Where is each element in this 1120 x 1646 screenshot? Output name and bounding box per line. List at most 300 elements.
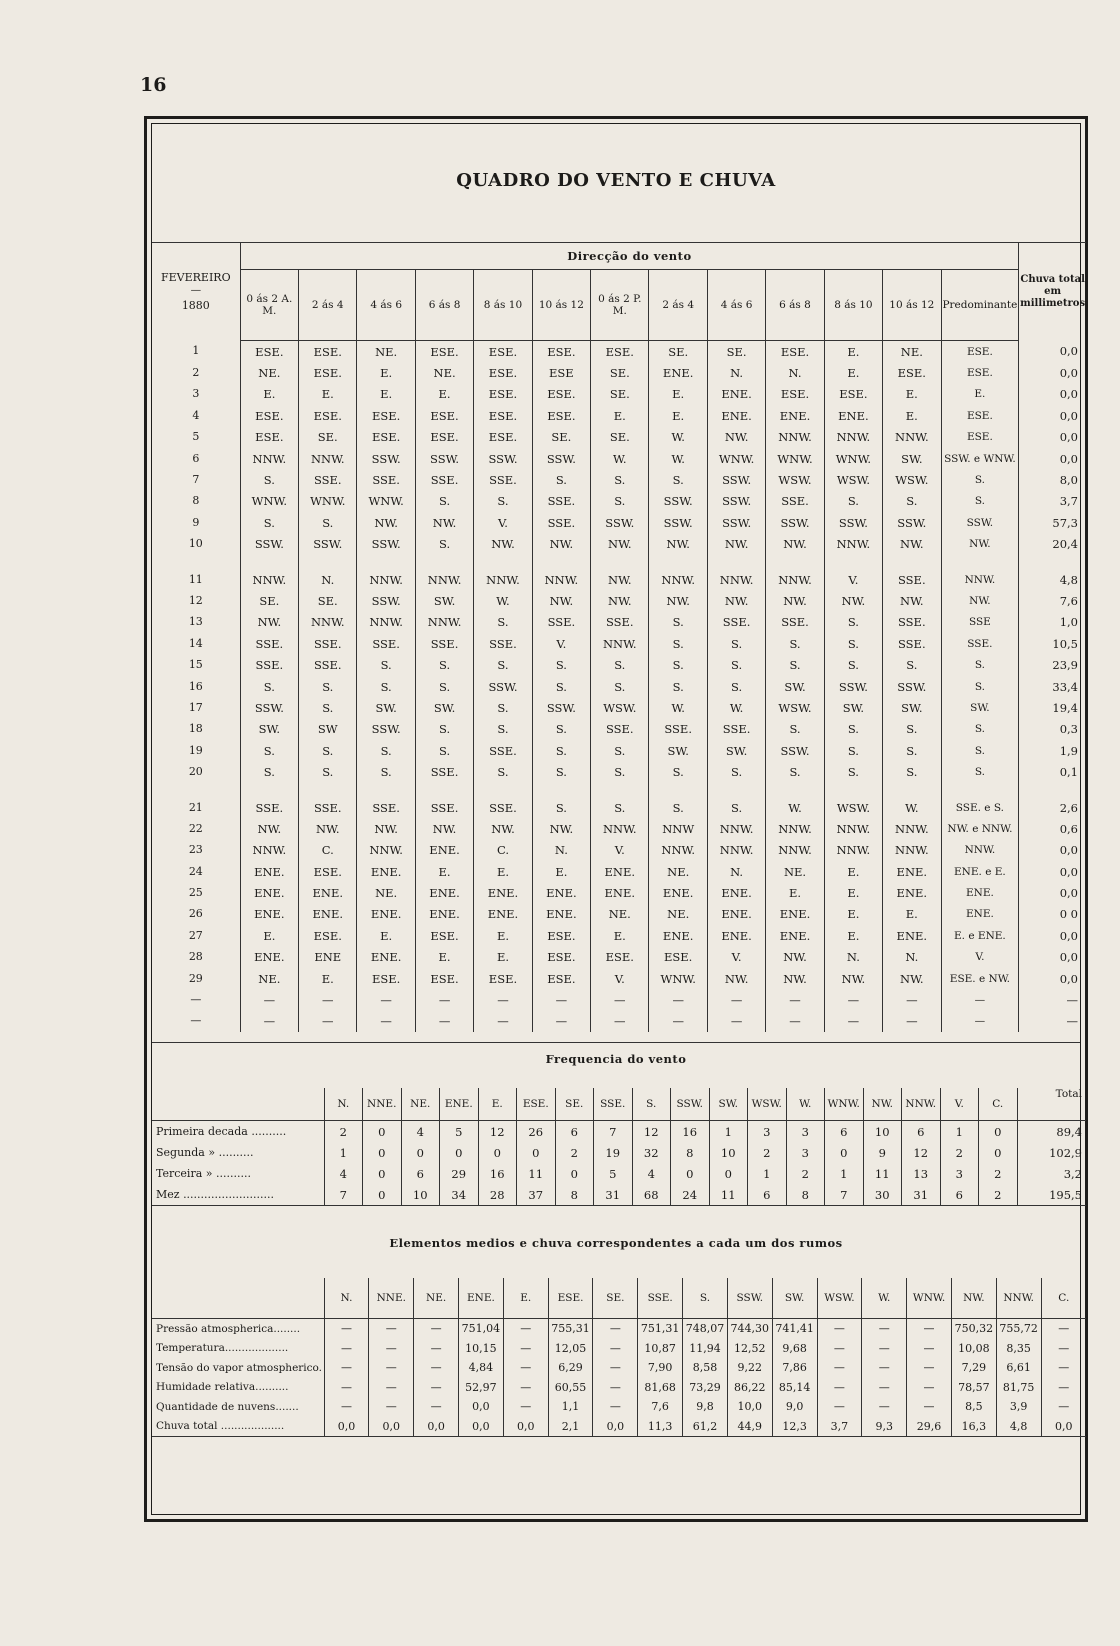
direction-cell: ENE. <box>240 904 298 925</box>
direction-cell: ESE. <box>357 968 415 989</box>
elements-cell: 10,0 <box>727 1397 772 1417</box>
table-row <box>152 405 1086 426</box>
elements-cell: — <box>817 1397 862 1417</box>
table-row <box>152 654 1086 675</box>
direction-cell: ESE. <box>532 341 590 363</box>
frequency-cell: 11 <box>863 1163 902 1184</box>
frequency-cell: 24 <box>671 1184 710 1206</box>
direction-cell: SSE. <box>474 797 532 818</box>
gap-cell <box>240 783 298 797</box>
elements-cell: 748,07 <box>683 1319 728 1339</box>
direction-cell: ENE. <box>707 384 765 405</box>
direction-cell: S. <box>649 633 707 654</box>
direction-cell: SSE. <box>532 512 590 533</box>
direction-cell: S. <box>649 654 707 675</box>
direction-cell: S. <box>941 654 1019 675</box>
elements-row-label: Chuva total ................... <box>152 1417 324 1437</box>
elements-cell: 8,58 <box>683 1358 728 1378</box>
elements-column-header: C. <box>1041 1278 1086 1319</box>
frequency-cell: 7 <box>825 1184 864 1206</box>
frequency-cell: 2 <box>555 1142 594 1163</box>
day-cell: 16 <box>188 679 203 693</box>
direction-cell: — <box>941 989 1019 1010</box>
direction-cell: W. <box>766 797 824 818</box>
direction-cell: S. <box>883 491 941 512</box>
direction-cell: ESE. <box>357 427 415 448</box>
direction-cell: SSE. <box>299 797 357 818</box>
direction-cell: NW. <box>415 818 473 839</box>
direction-cell: S. <box>941 676 1019 697</box>
direction-cell: ENE. <box>415 904 473 925</box>
table-row <box>152 740 1086 761</box>
direction-cell: ESE. <box>474 405 532 426</box>
elements-cell: — <box>324 1358 369 1378</box>
elements-cell: — <box>1041 1397 1086 1417</box>
direction-cell: — <box>415 989 473 1010</box>
table-row <box>152 612 1086 633</box>
month-dash: — <box>190 283 202 296</box>
direction-cell: SSW. <box>883 676 941 697</box>
direction-cell: S. <box>357 740 415 761</box>
direction-cell: NW. <box>707 534 765 555</box>
direction-cell: ESE. <box>649 947 707 968</box>
direction-cell: S. <box>941 761 1019 782</box>
frequency-cell: 8 <box>786 1184 825 1206</box>
frequency-title: Frequencia do vento <box>545 1052 687 1066</box>
direction-cell: E. <box>824 341 882 363</box>
elements-cell: 29,6 <box>907 1417 952 1437</box>
day-cell: 12 <box>188 593 203 607</box>
direction-cell: — <box>299 1011 357 1032</box>
elements-cell: 9,8 <box>683 1397 728 1417</box>
direction-cell: — <box>532 989 590 1010</box>
direction-cell: S. <box>766 654 824 675</box>
direction-cell: S. <box>591 797 649 818</box>
day-cell: 6 <box>192 451 200 465</box>
rain-cell: 0,0 <box>1019 362 1086 383</box>
direction-cell: NW. <box>357 818 415 839</box>
direction-cell: ENE. <box>474 882 532 903</box>
frequency-cell: 0 <box>555 1163 594 1184</box>
direction-cell: SSW. <box>766 512 824 533</box>
direction-cell: S. <box>591 654 649 675</box>
elements-column-header: ESE. <box>548 1278 593 1319</box>
direction-cell: S. <box>532 761 590 782</box>
elements-cell: 78,57 <box>951 1378 996 1398</box>
direction-cell: ESE. <box>415 405 473 426</box>
direction-cell: SE. <box>591 384 649 405</box>
direction-cell: ESE. <box>474 362 532 383</box>
elements-column-header: SE. <box>593 1278 638 1319</box>
direction-cell: ENE. <box>240 947 298 968</box>
gap-cell <box>1019 555 1086 569</box>
frequency-cell: 3 <box>786 1121 825 1143</box>
direction-cell: SSW. <box>766 740 824 761</box>
elements-cell: 0,0 <box>459 1397 504 1417</box>
elements-column-header: NE. <box>414 1278 459 1319</box>
direction-cell: N. <box>299 569 357 590</box>
direction-cell: S. <box>299 740 357 761</box>
elements-cell: — <box>1041 1358 1086 1378</box>
gap-cell <box>299 783 357 797</box>
elements-cell: — <box>593 1358 638 1378</box>
direction-cell: E. <box>474 925 532 946</box>
direction-cell: — <box>240 1011 298 1032</box>
elements-row <box>152 1358 1086 1378</box>
time-column-header: 4 ás 6 <box>707 270 765 341</box>
rain-cell: 0,0 <box>1019 427 1086 448</box>
direction-cell: ESE. <box>591 947 649 968</box>
direction-cell: C. <box>474 840 532 861</box>
direction-cell: V. <box>941 947 1019 968</box>
direction-cell: — <box>941 1011 1019 1032</box>
elements-row-label: Temperatura................... <box>156 1342 289 1355</box>
rain-cell: 0,0 <box>1019 861 1086 882</box>
direction-cell: ENE. <box>357 904 415 925</box>
frequency-cell: 6 <box>940 1184 979 1206</box>
direction-cell: — <box>649 1011 707 1032</box>
table-row <box>152 1011 1086 1032</box>
direction-cell: SE. <box>299 427 357 448</box>
direction-cell: E. <box>357 384 415 405</box>
direction-cell: E. <box>357 925 415 946</box>
direction-cell: NNW. <box>883 818 941 839</box>
direction-cell: NNW. <box>415 569 473 590</box>
elements-column-header: NW. <box>951 1278 996 1319</box>
direction-cell: NW. <box>707 968 765 989</box>
frequency-cell: 6 <box>902 1121 941 1143</box>
direction-cell: SSW. <box>474 448 532 469</box>
direction-cell: E. <box>299 968 357 989</box>
direction-cell: S. <box>299 761 357 782</box>
elements-cell: 0,0 <box>1041 1417 1086 1437</box>
frequency-cell: 2 <box>748 1142 787 1163</box>
elements-cell: 9,0 <box>772 1397 817 1417</box>
elements-cell: — <box>907 1397 952 1417</box>
frequency-cell: 6 <box>825 1121 864 1143</box>
direction-cell: ENE. <box>941 882 1019 903</box>
direction-cell: S. <box>474 612 532 633</box>
elements-cell: 44,9 <box>727 1417 772 1437</box>
elements-cell: 12,3 <box>772 1417 817 1437</box>
table-row <box>152 633 1086 654</box>
frequency-cell: 0 <box>440 1142 479 1163</box>
direction-cell: SSE. <box>532 612 590 633</box>
direction-cell: — <box>532 1011 590 1032</box>
direction-cell: NE. <box>591 904 649 925</box>
frequency-total-cell: 89,4 <box>1017 1121 1086 1143</box>
day-cell: 25 <box>188 886 203 900</box>
frequency-cell: 2 <box>979 1184 1018 1206</box>
direction-cell: — <box>883 989 941 1010</box>
direction-cell: SSW. <box>415 448 473 469</box>
direction-cell: SSE. <box>415 633 473 654</box>
frequency-column-header: SW. <box>709 1088 748 1121</box>
direction-cell: S. <box>532 719 590 740</box>
day-cell: — <box>190 993 202 1007</box>
direction-cell: S. <box>474 719 532 740</box>
elements-column-header: WSW. <box>817 1278 862 1319</box>
day-cell: 7 <box>192 473 200 487</box>
direction-cell: S. <box>415 491 473 512</box>
direction-cell: ESE. <box>299 861 357 882</box>
elements-cell: — <box>369 1397 414 1417</box>
direction-cell: S. <box>415 534 473 555</box>
table-row <box>152 797 1086 818</box>
frequency-cell: 3 <box>748 1121 787 1143</box>
direction-cell: NNW. <box>591 633 649 654</box>
direction-cell: SSE. <box>415 469 473 490</box>
frequency-cell: 1 <box>324 1142 363 1163</box>
direction-cell: ENE. <box>591 882 649 903</box>
direction-cell: S. <box>649 676 707 697</box>
day-cell: 29 <box>188 971 203 985</box>
gap-cell <box>649 783 707 797</box>
frequency-cell: 37 <box>517 1184 556 1206</box>
direction-cell: ENE. <box>707 925 765 946</box>
direction-cell: SSE. <box>883 633 941 654</box>
direction-cell: S. <box>824 633 882 654</box>
rain-cell: 0,0 <box>1019 968 1086 989</box>
direction-cell: ESE. <box>299 925 357 946</box>
direction-cell: ENE. <box>240 882 298 903</box>
direction-cell: SSW. <box>649 491 707 512</box>
direction-cell: NW. <box>824 968 882 989</box>
frequency-cell: 12 <box>902 1142 941 1163</box>
frequency-row <box>152 1184 1086 1206</box>
direction-cell: SW. <box>941 697 1019 718</box>
elements-row-label: Humidade relativa.......... <box>156 1381 289 1394</box>
direction-cell: NNW. <box>299 612 357 633</box>
time-column-header: 2 ás 4 <box>649 270 707 341</box>
rain-cell: 0,0 <box>1019 448 1086 469</box>
direction-cell: N. <box>824 947 882 968</box>
frequency-cell: 4 <box>324 1163 363 1184</box>
direction-cell: NW. <box>357 512 415 533</box>
direction-cell: SSW. <box>883 512 941 533</box>
direction-cell: S. <box>824 740 882 761</box>
direction-cell: S. <box>357 654 415 675</box>
elements-row-label: Pressão atmospherica........ <box>156 1322 301 1335</box>
direction-cell: S. <box>883 740 941 761</box>
direction-cell: NNW. <box>357 569 415 590</box>
frequency-cell: 31 <box>902 1184 941 1206</box>
rain-cell: 0,0 <box>1019 947 1086 968</box>
elements-cell: — <box>593 1378 638 1398</box>
frequency-column-header: WNW. <box>825 1088 864 1121</box>
direction-cell: NW. <box>883 590 941 611</box>
direction-cell: SW. <box>707 740 765 761</box>
direction-cell: — <box>766 989 824 1010</box>
direction-cell: NW. <box>766 534 824 555</box>
direction-cell: E. e ENE. <box>941 925 1019 946</box>
direction-cell: WNW. <box>299 491 357 512</box>
direction-cell: — <box>240 989 298 1010</box>
direction-cell: S. <box>649 761 707 782</box>
direction-cell: ESE. <box>532 405 590 426</box>
direction-cell: ESE. <box>299 362 357 383</box>
direction-cell: ENE. <box>707 904 765 925</box>
elements-cell: — <box>1041 1339 1086 1359</box>
direction-cell: NE. <box>649 904 707 925</box>
day-cell: 2 <box>192 366 200 380</box>
direction-cell: NNW. <box>824 818 882 839</box>
direction-cell: SSE <box>941 612 1019 633</box>
direction-cell: SSW. <box>474 676 532 697</box>
direction-cell: WSW. <box>824 469 882 490</box>
direction-cell: ESE. e NW. <box>941 968 1019 989</box>
direction-cell: SSW. <box>824 676 882 697</box>
rain-cell: 0,0 <box>1019 405 1086 426</box>
frequency-cell: 10 <box>709 1142 748 1163</box>
direction-cell: NNW. <box>649 840 707 861</box>
day-cell: 1 <box>192 344 200 358</box>
direction-cell: S. <box>474 697 532 718</box>
table-row <box>152 719 1086 740</box>
direction-cell: NNW. <box>591 818 649 839</box>
elements-cell: — <box>593 1397 638 1417</box>
elements-cell: 7,29 <box>951 1358 996 1378</box>
direction-cell: ENE. <box>883 861 941 882</box>
elements-cell: — <box>907 1339 952 1359</box>
frequency-cell: 1 <box>748 1163 787 1184</box>
elements-row <box>152 1339 1086 1359</box>
day-cell: 14 <box>188 636 203 650</box>
direction-cell: E. <box>649 405 707 426</box>
frequency-cell: 16 <box>671 1121 710 1143</box>
direction-cell: S. <box>532 797 590 818</box>
frequency-column-header: W. <box>786 1088 825 1121</box>
rain-cell: 1,0 <box>1019 612 1086 633</box>
elements-cell: — <box>369 1358 414 1378</box>
frequency-cell: 8 <box>555 1184 594 1206</box>
frequency-column-header: NE. <box>401 1088 440 1121</box>
gap-cell <box>152 555 240 569</box>
elements-cell: — <box>907 1358 952 1378</box>
direction-cell: NW. <box>532 590 590 611</box>
direction-cell: S. <box>299 676 357 697</box>
direction-cell: S. <box>707 676 765 697</box>
direction-cell: ESE. <box>766 341 824 363</box>
table-row <box>152 448 1086 469</box>
rain-cell: 19,4 <box>1019 697 1086 718</box>
direction-cell: SW. <box>415 697 473 718</box>
direction-cell: NW. <box>591 534 649 555</box>
frequency-column-header: WSW. <box>748 1088 787 1121</box>
gap-cell <box>824 783 882 797</box>
direction-cell: NW. <box>707 427 765 448</box>
frequency-column-header: ENE. <box>440 1088 479 1121</box>
elements-column-header: E. <box>503 1278 548 1319</box>
direction-cell: SSW. <box>707 491 765 512</box>
year-label: 1880 <box>181 298 210 312</box>
direction-cell: SSE. e S. <box>941 797 1019 818</box>
direction-cell: ESE. <box>824 384 882 405</box>
frequency-cell: 0 <box>363 1184 402 1206</box>
elements-corner <box>152 1278 324 1319</box>
direction-cell: ENE. <box>415 840 473 861</box>
direction-cell: SE. <box>591 427 649 448</box>
frequency-corner <box>152 1088 324 1121</box>
frequency-cell: 6 <box>401 1163 440 1184</box>
direction-cell: NNW. <box>766 818 824 839</box>
direction-cell: ESE. <box>415 427 473 448</box>
elements-cell: — <box>324 1339 369 1359</box>
time-column-header: 6 ás 8 <box>415 270 473 341</box>
direction-cell: SSE. <box>532 491 590 512</box>
direction-cell: ENE. <box>766 925 824 946</box>
direction-cell: NE. <box>883 341 941 363</box>
elements-cell: 3,9 <box>996 1397 1041 1417</box>
direction-cell: ESE. <box>415 925 473 946</box>
direction-cell: SSE. <box>766 612 824 633</box>
elements-row <box>152 1397 1086 1417</box>
elements-cell: 4,84 <box>459 1358 504 1378</box>
elements-cell: — <box>324 1397 369 1417</box>
elements-cell: 9,22 <box>727 1358 772 1378</box>
elements-cell: 9,3 <box>862 1417 907 1437</box>
direction-cell: NNW. <box>240 569 298 590</box>
month-label: FEVEREIRO <box>161 270 231 284</box>
frequency-cell: 16 <box>478 1163 517 1184</box>
gap-cell <box>883 555 941 569</box>
elements-cell: — <box>324 1319 369 1339</box>
rain-cell: 10,5 <box>1019 633 1086 654</box>
direction-cell: S. <box>824 761 882 782</box>
time-column-header: 0 ás 2 A. M. <box>240 270 298 341</box>
direction-cell: NNW. <box>766 840 824 861</box>
direction-cell: SSE. <box>707 719 765 740</box>
direction-cell: S. <box>357 761 415 782</box>
gap-cell <box>591 555 649 569</box>
frequency-cell: 8 <box>671 1142 710 1163</box>
gap-cell <box>941 555 1019 569</box>
table-row <box>152 968 1086 989</box>
direction-cell: S. <box>824 612 882 633</box>
direction-cell: E. <box>824 904 882 925</box>
direction-cell: S. <box>532 740 590 761</box>
frequency-cell: 30 <box>863 1184 902 1206</box>
day-cell: 21 <box>188 800 203 814</box>
day-cell: 11 <box>188 572 203 586</box>
elements-cell: 0,0 <box>459 1417 504 1437</box>
direction-cell: S. <box>707 654 765 675</box>
direction-cell: V. <box>707 947 765 968</box>
direction-cell: S. <box>941 469 1019 490</box>
direction-cell: ESE. <box>532 947 590 968</box>
table-row <box>152 989 1086 1010</box>
rain-cell: — <box>1019 1011 1086 1032</box>
frequency-cell: 26 <box>517 1121 556 1143</box>
elements-header-row <box>152 1278 1086 1319</box>
elements-cell: 0,0 <box>414 1417 459 1437</box>
direction-cell: — <box>824 1011 882 1032</box>
direction-cell: SSW. <box>240 697 298 718</box>
frequency-cell: 28 <box>478 1184 517 1206</box>
direction-cell: WSW. <box>591 697 649 718</box>
frequency-cell: 13 <box>902 1163 941 1184</box>
elements-cell: — <box>817 1358 862 1378</box>
direction-cell: ESE. <box>474 384 532 405</box>
wind-direction-table <box>152 242 1086 1032</box>
direction-cell: — <box>474 989 532 1010</box>
gap-cell <box>1019 783 1086 797</box>
table-row <box>152 925 1086 946</box>
direction-cell: ENE. <box>299 904 357 925</box>
elements-cell: 744,30 <box>727 1319 772 1339</box>
table-row <box>152 761 1086 782</box>
direction-cell: W. <box>883 797 941 818</box>
